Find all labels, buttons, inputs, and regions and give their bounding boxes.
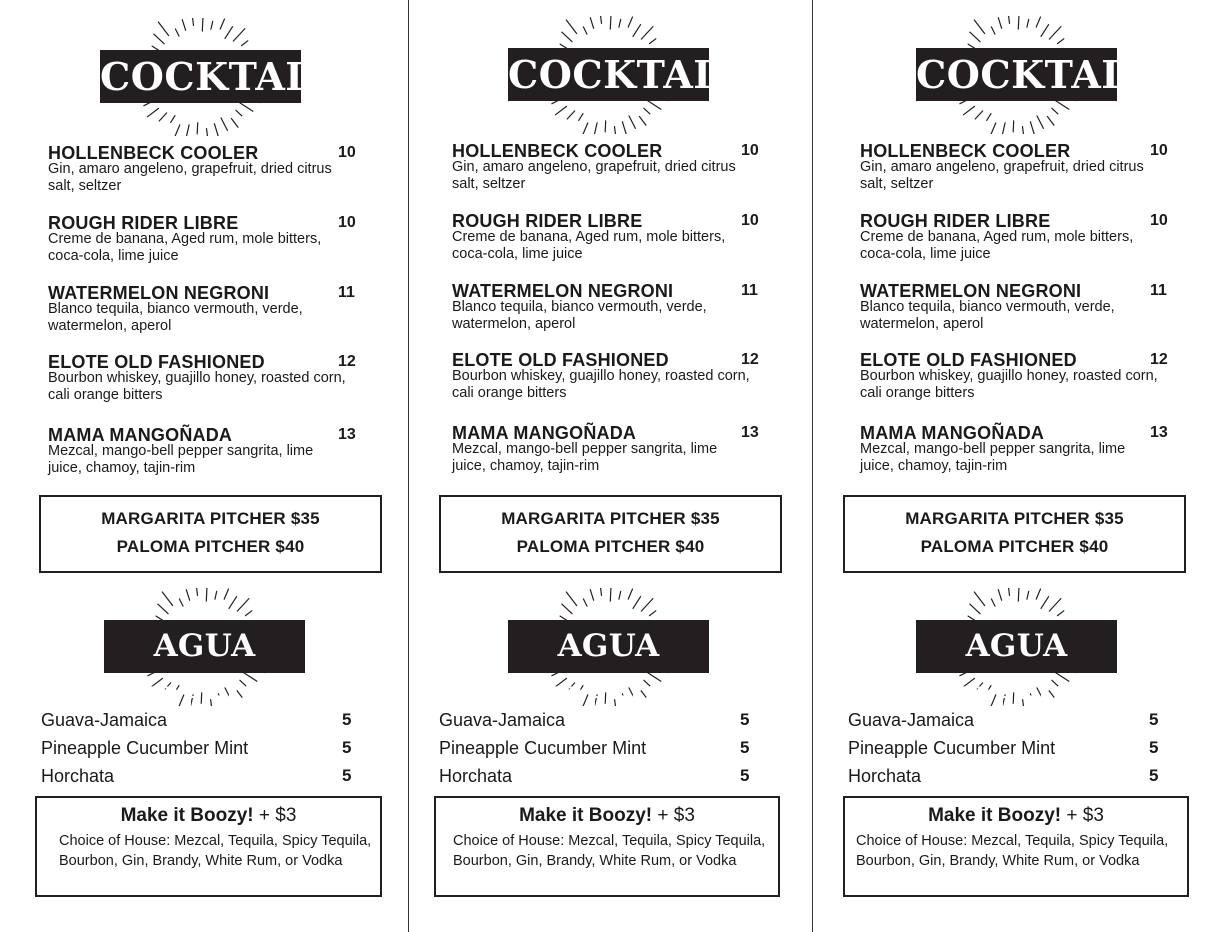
boozy-title-bold: Make it Boozy! — [120, 805, 254, 826]
cocktail-item — [48, 425, 368, 476]
cocktails-heading: COCKTAILS — [508, 48, 709, 101]
agua-fresca-heading: AGUA FRESCA — [916, 620, 1117, 673]
agua-fresca-heading: AGUA FRESCA — [508, 620, 709, 673]
cocktail-price: 11 — [1150, 282, 1167, 299]
cocktail-name: ROUGH RIDER LIBRE — [860, 211, 1051, 231]
boozy-box — [35, 796, 382, 897]
boozy-description: Choice of House: Mezcal, Tequila, Spicy Tequila, Bourbon, Gin, Brandy, White Rum, or Vodka — [59, 833, 372, 869]
cocktail-item — [48, 143, 368, 194]
cocktail-price: 11 — [338, 284, 355, 301]
cocktail-item — [48, 283, 368, 334]
margarita-pitcher: MARGARITA PITCHER $35 — [905, 509, 1124, 528]
agua-item: Pineapple Cucumber Mint — [848, 738, 1056, 758]
agua-item: Guava-Jamaica — [848, 710, 975, 730]
boozy-description: Choice of House: Mezcal, Tequila, Spicy Tequila, Bourbon, Gin, Brandy, White Rum, or Vodka — [453, 833, 766, 869]
cocktail-price: 13 — [1150, 424, 1168, 441]
cocktail-description: Creme de banana, Aged rum, mole bitters, coca-cola, lime juice — [860, 229, 1134, 262]
boozy-title-price: + $3 — [253, 805, 297, 826]
cocktail-name: HOLLENBECK COOLER — [860, 141, 1071, 161]
cocktail-item — [452, 141, 771, 192]
agua-price: 5 — [740, 766, 750, 785]
cocktail-description: Blanco tequila, bianco vermouth, verde, watermelon, aperol — [452, 299, 707, 332]
cocktail-name: ELOTE OLD FASHIONED — [452, 350, 669, 370]
cocktail-price: 13 — [741, 424, 759, 441]
cocktail-item — [452, 423, 771, 474]
cocktail-name: MAMA MANGOÑADA — [48, 425, 233, 445]
cocktail-description: Creme de banana, Aged rum, mole bitters, coca-cola, lime juice — [48, 231, 322, 264]
cocktail-item — [452, 211, 771, 262]
agua-item: Pineapple Cucumber Mint — [41, 738, 249, 758]
cocktail-description: Blanco tequila, bianco vermouth, verde, watermelon, aperol — [48, 301, 303, 334]
agua-price: 5 — [1149, 738, 1159, 757]
cocktail-name: WATERMELON NEGRONI — [48, 283, 270, 303]
cocktail-name: ROUGH RIDER LIBRE — [48, 213, 239, 233]
agua-fresca-heading: AGUA FRESCA — [104, 620, 305, 673]
pitcher-box — [39, 495, 382, 573]
cocktail-description: Mezcal, mango-bell pepper sangrita, lime juice, chamoy, tajin-rim — [48, 443, 314, 476]
cocktail-item — [860, 211, 1180, 262]
cocktail-name: HOLLENBECK COOLER — [48, 143, 259, 163]
cocktail-description: Bourbon whiskey, guajillo honey, roasted corn, cali orange bitters — [860, 368, 1158, 401]
boozy-title-price: + $3 — [1061, 805, 1104, 826]
agua-fresca-banner — [84, 588, 324, 717]
cocktail-item — [860, 350, 1180, 401]
boozy-title — [845, 805, 1187, 827]
boozy-title-price: + $3 — [652, 805, 695, 826]
agua-price: 5 — [740, 738, 750, 757]
pitcher-box — [439, 495, 782, 573]
cocktail-item — [860, 423, 1180, 474]
cocktail-name: MAMA MANGOÑADA — [860, 423, 1045, 443]
agua-price: 5 — [740, 710, 750, 729]
agua-fresca-banner — [896, 588, 1136, 717]
margarita-pitcher: MARGARITA PITCHER $35 — [101, 509, 320, 528]
cocktails-banner — [80, 18, 359, 136]
cocktail-item — [48, 213, 368, 264]
agua-fresca-banner — [488, 588, 728, 717]
agua-item: Horchata — [848, 766, 922, 786]
cocktail-description: Mezcal, mango-bell pepper sangrita, lime juice, chamoy, tajin-rim — [452, 441, 718, 474]
cocktail-price: 10 — [1150, 212, 1168, 229]
cocktail-description: Bourbon whiskey, guajillo honey, roasted corn, cali orange bitters — [48, 370, 346, 403]
cocktail-name: WATERMELON NEGRONI — [452, 281, 674, 301]
paloma-pitcher: PALOMA PITCHER $40 — [920, 537, 1109, 556]
agua-item: Horchata — [41, 766, 115, 786]
cocktail-price: 10 — [741, 212, 759, 229]
cocktail-description: Bourbon whiskey, guajillo honey, roasted corn, cali orange bitters — [452, 368, 750, 401]
cocktail-name: ELOTE OLD FASHIONED — [860, 350, 1077, 370]
boozy-title — [37, 805, 380, 827]
cocktails-banner — [896, 16, 1175, 134]
cocktails-heading: COCKTAILS — [100, 50, 301, 103]
cocktail-description: Gin, amaro angeleno, grapefruit, dried citrus salt, seltzer — [48, 161, 332, 194]
cocktail-item — [48, 352, 368, 403]
boozy-description: Choice of House: Mezcal, Tequila, Spicy Tequila, Bourbon, Gin, Brandy, White Rum, or Vodka — [856, 833, 1169, 869]
cocktail-price: 11 — [741, 282, 758, 299]
margarita-pitcher: MARGARITA PITCHER $35 — [501, 509, 720, 528]
cocktail-price: 10 — [741, 142, 759, 159]
cocktail-item — [452, 281, 771, 332]
cocktail-item — [860, 281, 1180, 332]
cocktail-price: 12 — [1150, 351, 1168, 368]
agua-price: 5 — [342, 738, 352, 757]
cocktail-item — [860, 141, 1180, 192]
paloma-pitcher: PALOMA PITCHER $40 — [516, 537, 705, 556]
cocktails-banner — [488, 16, 767, 134]
cocktail-name: ELOTE OLD FASHIONED — [48, 352, 265, 372]
cocktail-description: Blanco tequila, bianco vermouth, verde, watermelon, aperol — [860, 299, 1115, 332]
cocktail-price: 13 — [338, 426, 356, 443]
agua-price: 5 — [342, 710, 352, 729]
boozy-title — [436, 805, 778, 827]
cocktail-item — [452, 350, 771, 401]
agua-price: 5 — [342, 766, 352, 785]
cocktail-description: Gin, amaro angeleno, grapefruit, dried citrus salt, seltzer — [860, 159, 1144, 192]
cocktail-price: 10 — [338, 214, 356, 231]
cocktail-name: ROUGH RIDER LIBRE — [452, 211, 643, 231]
cocktail-name: MAMA MANGOÑADA — [452, 423, 637, 443]
cocktail-price: 12 — [741, 351, 759, 368]
agua-price: 5 — [1149, 710, 1159, 729]
agua-item: Guava-Jamaica — [41, 710, 168, 730]
agua-item: Guava-Jamaica — [439, 710, 566, 730]
cocktail-name: HOLLENBECK COOLER — [452, 141, 663, 161]
cocktail-price: 10 — [338, 144, 356, 161]
cocktails-heading: COCKTAILS — [916, 48, 1117, 101]
cocktail-description: Creme de banana, Aged rum, mole bitters, coca-cola, lime juice — [452, 229, 726, 262]
boozy-box — [843, 796, 1189, 897]
cocktail-price: 10 — [1150, 142, 1168, 159]
boozy-title-bold: Make it Boozy! — [928, 805, 1062, 826]
cocktail-description: Gin, amaro angeleno, grapefruit, dried citrus salt, seltzer — [452, 159, 736, 192]
pitcher-box — [843, 495, 1186, 573]
paloma-pitcher: PALOMA PITCHER $40 — [116, 537, 305, 556]
boozy-title-bold: Make it Boozy! — [519, 805, 653, 826]
boozy-box — [434, 796, 780, 897]
cocktail-description: Mezcal, mango-bell pepper sangrita, lime juice, chamoy, tajin-rim — [860, 441, 1126, 474]
agua-price: 5 — [1149, 766, 1159, 785]
agua-item: Horchata — [439, 766, 513, 786]
column-divider — [408, 0, 409, 932]
cocktail-name: WATERMELON NEGRONI — [860, 281, 1082, 301]
column-divider — [812, 0, 813, 932]
cocktail-price: 12 — [338, 353, 356, 370]
agua-item: Pineapple Cucumber Mint — [439, 738, 647, 758]
